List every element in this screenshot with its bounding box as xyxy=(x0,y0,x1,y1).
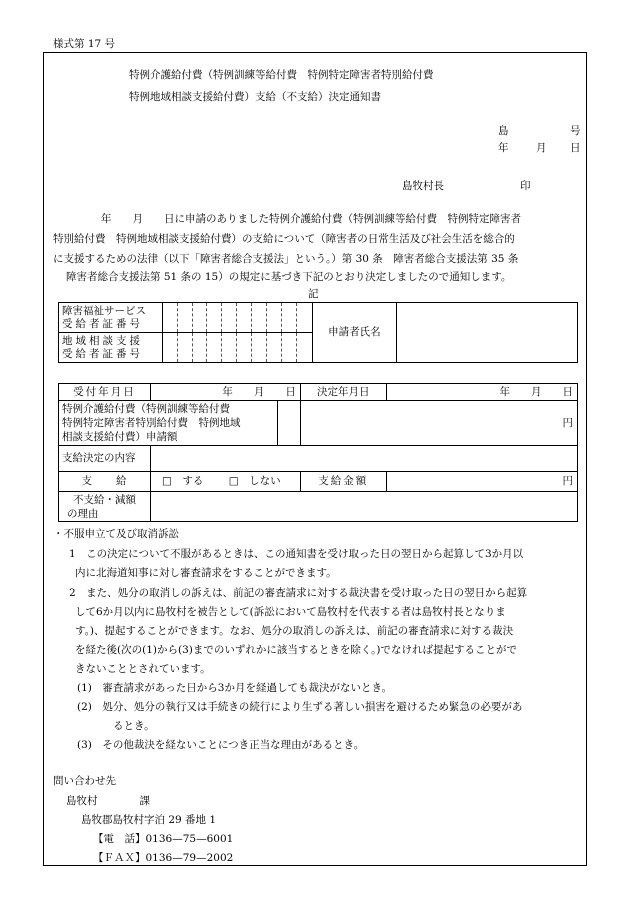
digit-cell[interactable] xyxy=(207,333,222,363)
amount-field[interactable] xyxy=(386,472,577,492)
requested-amount-field[interactable] xyxy=(300,401,577,446)
digit-cell[interactable] xyxy=(267,333,282,363)
requested-label-3: 相談支援給付費）申請額 xyxy=(62,431,178,443)
appeal-item-2-line1: (2) 処分、処分の執行又は手続きの続行により生ずる著しい損害を避けるため緊急の必要があ xyxy=(77,701,523,713)
appeal-item-1: (1) 審査請求があった日から3か月を経過しても裁決がないとき。 xyxy=(77,682,393,694)
issuer-seal: 印 xyxy=(520,180,531,192)
date-month: 月 xyxy=(536,142,547,154)
appeal-item-2-line2: るとき。 xyxy=(113,720,155,732)
form-number: 様式第 17 号 xyxy=(53,38,116,50)
digit-cell[interactable] xyxy=(282,333,297,363)
body-line-2: 特別給付費 特例地域相談支援給付費）の支給について（障害者の日常生活及び社会生活を総合的 xyxy=(53,233,515,245)
digit-cell[interactable] xyxy=(252,303,267,333)
consult-label-2: 受給者証番号 xyxy=(62,347,143,360)
consult-recipient-label xyxy=(59,333,163,363)
requested-label-1: 特例介護給付費（特例訓練等給付費 xyxy=(62,403,230,415)
recipient-table xyxy=(58,302,578,363)
consult-label-1: 地域相談支援 xyxy=(62,335,143,348)
requested-label-2: 特例特定障害者特別給付費 特例地域 xyxy=(62,417,241,429)
date-day: 日 xyxy=(570,142,581,154)
digit-cell[interactable] xyxy=(252,333,267,363)
amount-label: 支給金額 xyxy=(300,472,386,492)
digit-cell[interactable] xyxy=(222,333,237,363)
reason-label-2: の理由 xyxy=(67,507,99,520)
appeal-p2-line2: して6か月以内に島牧村を被告として(訴訟において島牧村を代表する者は島牧村長となりま xyxy=(75,606,506,618)
content-field[interactable] xyxy=(150,446,577,472)
welfare-label-1: 障害福祉サービス xyxy=(62,305,146,318)
digit-cell[interactable] xyxy=(282,303,297,333)
appeal-heading: ・不服申立て及び取消訴訟 xyxy=(53,528,179,540)
contact-department: 島牧村 課 xyxy=(66,795,150,807)
yen-unit: 円 xyxy=(562,416,573,429)
body-line-3: に支援するための法律（以下「障害者総合支援法」という。）第 30 条 障害者総合支援法第 35 条 xyxy=(53,253,519,265)
appeal-p2-line1: 2 また、処分の取消しの訴えは、前記の審査請求に対する裁決書を受け取った日の翌日から起算 xyxy=(69,587,528,599)
received-date-label: 受付年月日 xyxy=(59,384,151,401)
body-line-4: 障害者総合支援法第 51 条の 15）の規定に基づき下記のとおり決定しましたので通知します。 xyxy=(66,271,512,283)
digit-cell[interactable] xyxy=(177,333,192,363)
appeal-p1-line2: 内に北海道知事に対し審査請求をすることができます。 xyxy=(75,567,337,579)
welfare-label-2: 受給者証番号 xyxy=(62,317,143,330)
reason-field[interactable] xyxy=(150,492,577,522)
digit-cell[interactable] xyxy=(162,303,177,333)
decision-table xyxy=(58,383,578,522)
appeal-p1-line1: 1 この決定について不服があるときは、この通知書を受け取った日の翌日から起算して3か月以 xyxy=(69,548,524,560)
contact-heading: 問い合わせ先 xyxy=(53,775,116,787)
reason-label xyxy=(59,492,151,522)
body-line-1: 年 月 日に申請のありました特例介護給付費（特例訓練等給付費 特例特定障害者 xyxy=(101,213,521,225)
digit-cell[interactable] xyxy=(162,333,177,363)
received-date-value[interactable]: 年 月 日 xyxy=(150,384,300,401)
digit-cell[interactable] xyxy=(192,303,207,333)
content-label: 支給決定の内容 xyxy=(59,446,151,472)
appeal-p2-line4: を経た後(次の(1)から(3)までのいずれかに該当するときを除く。)でなければ提起することがで xyxy=(75,644,517,656)
applicant-name-label: 申請者氏名 xyxy=(313,303,397,363)
appeal-p2-line5: きないこととされています。 xyxy=(75,663,211,675)
digit-cell[interactable] xyxy=(267,303,282,333)
welfare-recipient-label xyxy=(59,303,163,333)
yen-unit: 円 xyxy=(562,475,573,488)
reason-label-1: 不支給・減額 xyxy=(72,493,136,506)
digit-cell[interactable] xyxy=(177,303,192,333)
appeal-p2-line3: す。)、提起することができます。なお、処分の取消しの訴えは、前記の審査請求に対する裁決 xyxy=(75,625,514,637)
payment-label: 支 給 xyxy=(59,472,151,492)
payment-options xyxy=(150,472,300,492)
title-line-2: 特例地域相談支援給付費）支給（不支給）決定通知書 xyxy=(129,91,381,103)
option-no[interactable]: □ しない xyxy=(228,475,281,488)
doc-number-suffix: 号 xyxy=(570,125,581,137)
digit-cell[interactable] xyxy=(222,303,237,333)
digit-cell[interactable] xyxy=(237,333,252,363)
digit-cell[interactable] xyxy=(207,303,222,333)
applicant-name-field[interactable] xyxy=(396,303,577,363)
contact-fax: 【ＦＡＸ】0136—79—2002 xyxy=(93,852,234,864)
digit-cell[interactable] xyxy=(192,333,207,363)
ki-label: 記 xyxy=(308,288,319,300)
digit-cell[interactable] xyxy=(237,303,252,333)
digit-cell[interactable] xyxy=(297,333,313,363)
digit-cell[interactable] xyxy=(297,303,313,333)
decided-date-label: 決定年月日 xyxy=(300,384,386,401)
option-yes[interactable]: □ する xyxy=(161,475,204,488)
doc-number-prefix: 島 xyxy=(498,125,509,137)
appeal-item-3: (3) その他裁決を経ないことにつき正当な理由があるとき。 xyxy=(77,739,365,751)
requested-amount-row xyxy=(59,401,301,446)
issuer-name: 島牧村長 xyxy=(402,180,444,192)
title-line-1: 特例介護給付費（特例訓練等給付費 特例特定障害者特別給付費 xyxy=(129,69,434,81)
requested-amount-label xyxy=(59,401,278,445)
decided-date-value[interactable]: 年 月 日 xyxy=(386,384,577,401)
date-year: 年 xyxy=(498,142,509,154)
contact-phone: 【電 話】0136—75—6001 xyxy=(93,833,234,845)
contact-address: 島牧郡島牧村字泊 29 番地 1 xyxy=(81,814,217,826)
